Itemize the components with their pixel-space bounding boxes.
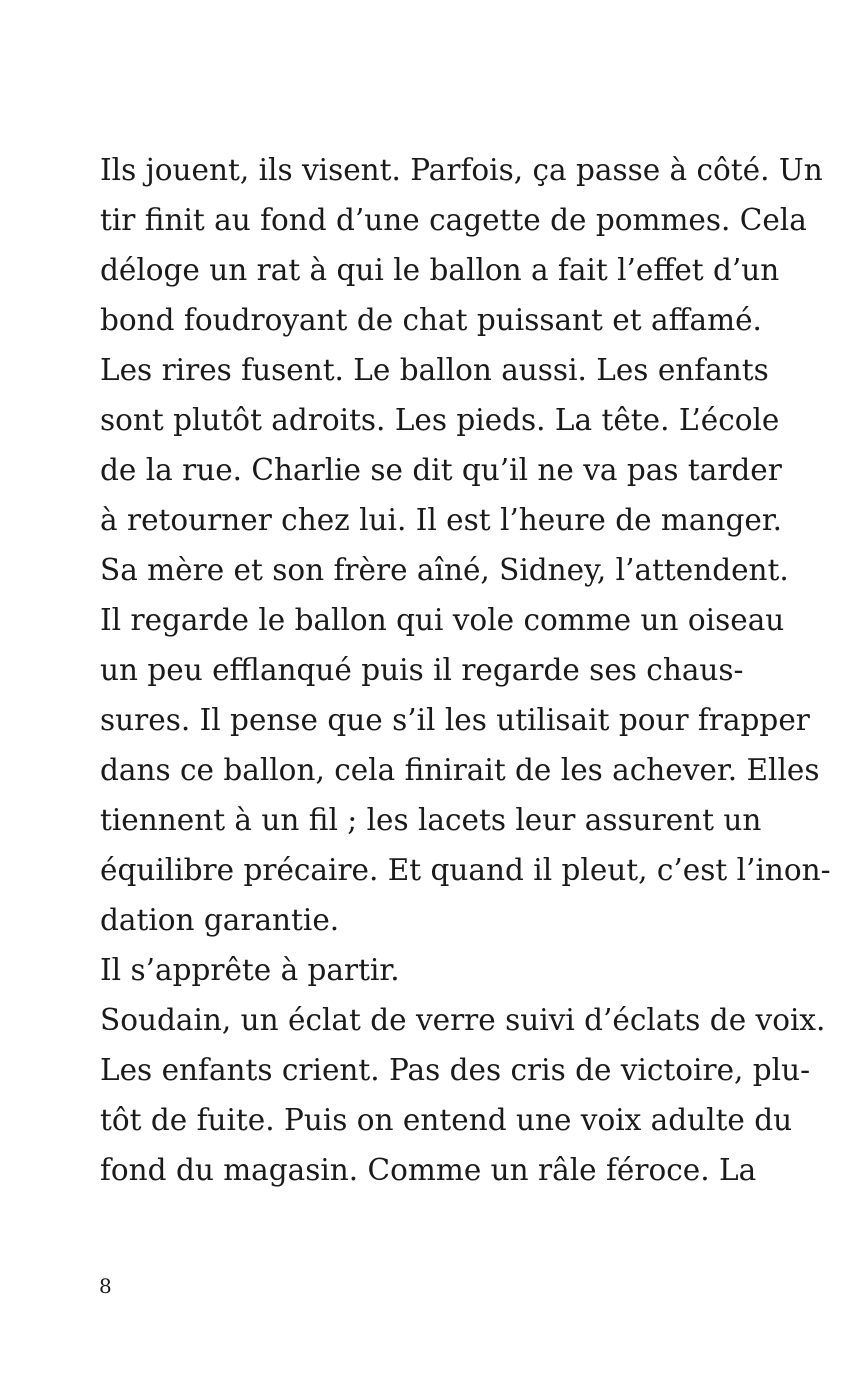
text-line: Ils jouent, ils visent. Parfois, ça passe à côté. Un (100, 153, 823, 187)
text-line: équilibre précaire. Et quand il pleut, c’est l’inon- (100, 853, 831, 887)
text-line: dans ce ballon, cela finirait de les achever. Elles (100, 753, 820, 787)
text-line: Les enfants crient. Pas des cris de victoire, plu- (100, 1053, 811, 1087)
text-line: dation garantie. (100, 903, 340, 937)
text-line: fond du magasin. Comme un râle féroce. La (100, 1153, 757, 1187)
text-line: sont plutôt adroits. Les pieds. La tête. L’école (100, 403, 780, 437)
text-line: Soudain, un éclat de verre suivi d’éclats de voix. (100, 1003, 826, 1037)
text-line: tir finit au fond d’une cagette de pommes. Cela (100, 203, 807, 237)
page-number: 8 (99, 1274, 112, 1298)
text-line: tôt de fuite. Puis on entend une voix adulte du (100, 1103, 793, 1137)
text-line: tiennent à un fil ; les lacets leur assurent un (100, 803, 762, 837)
text-line: de la rue. Charlie se dit qu’il ne va pas tarder (100, 453, 782, 487)
text-line: bond foudroyant de chat puissant et affamé. (100, 303, 762, 337)
text-line: Il s’apprête à partir. (100, 953, 400, 987)
body-text (100, 145, 831, 1195)
text-line: sures. Il pense que s’il les utilisait pour frapper (100, 703, 810, 737)
text-line: un peu efflanqué puis il regarde ses chaus- (100, 653, 744, 687)
text-line: Les rires fusent. Le ballon aussi. Les enfants (100, 353, 769, 387)
text-line: Il regarde le ballon qui vole comme un oiseau (100, 603, 785, 637)
text-line: à retourner chez lui. Il est l’heure de manger. (100, 503, 783, 537)
text-line: déloge un rat à qui le ballon a fait l’effet d’un (100, 253, 780, 287)
text-line: Sa mère et son frère aîné, Sidney, l’attendent. (100, 553, 789, 587)
